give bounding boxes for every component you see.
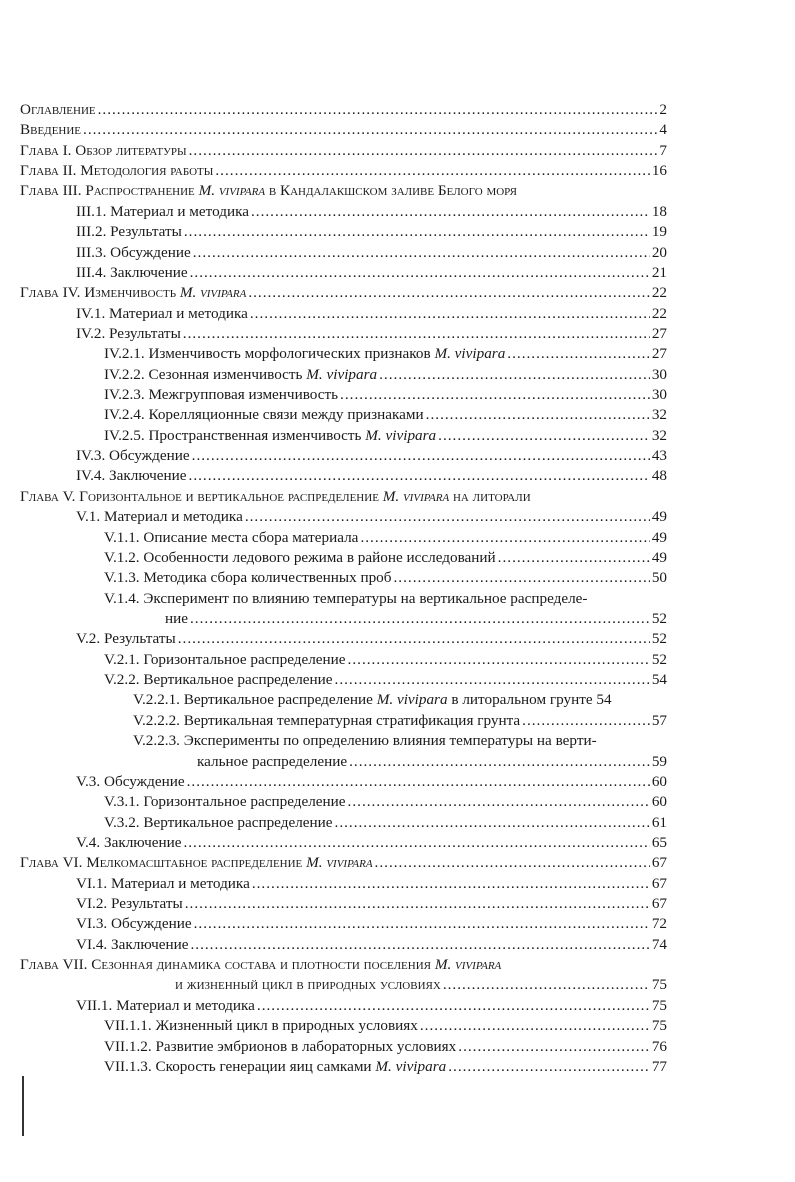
- title-text: VII.1.3. Скорость генерации яиц самками: [104, 1057, 376, 1075]
- title-text: VI.1. Материал и методика: [76, 874, 250, 892]
- dot-leader: [348, 792, 650, 812]
- toc-entry: [104, 344, 667, 364]
- dot-leader: [443, 975, 650, 995]
- page-number: 74: [651, 935, 667, 953]
- toc-entry: [104, 1016, 667, 1036]
- title-text: VII.1.1. Жизненный цикл в природных условиях: [104, 1017, 418, 1035]
- title-text: Глава VII. Сезонная динамика состава и плотности поселения: [20, 956, 435, 974]
- page-number: 52: [651, 630, 667, 648]
- title-text: V.1. Материал и методика: [76, 508, 243, 526]
- page-number: 49: [651, 528, 667, 546]
- toc-entry: [104, 365, 667, 385]
- dot-leader: [448, 1057, 650, 1077]
- toc-entry-title: [76, 446, 190, 466]
- toc-entry: [175, 975, 667, 995]
- species-name: M. vivipara: [365, 426, 437, 444]
- page-number: 49: [651, 548, 667, 566]
- toc-entry-title: [104, 365, 377, 385]
- toc-entry: [76, 833, 667, 853]
- toc-entry: [76, 243, 667, 263]
- title-text: V.2.2.2. Вертикальная температурная стратификация грунта: [133, 711, 521, 729]
- toc-entry: [104, 1057, 667, 1077]
- page-number: 75: [651, 976, 667, 994]
- toc-entry-title: [20, 120, 81, 140]
- title-text: V.2.2. Вертикальное распределение: [104, 671, 333, 689]
- toc-entry-title: [20, 283, 246, 303]
- title-text: Глава III. Распространение: [20, 182, 199, 200]
- page-number: 16: [651, 162, 667, 180]
- page-number: 4: [659, 121, 667, 139]
- title-text: Глава V. Горизонтальное и вертикальное распределение: [20, 487, 383, 505]
- dot-leader: [348, 650, 650, 670]
- dot-leader: [190, 263, 650, 283]
- title-text: IV.2.1. Изменчивость морфологических признаков: [104, 345, 435, 363]
- page-number: 21: [651, 263, 667, 281]
- page-number: 57: [651, 711, 667, 729]
- title-text: Глава VI. Мелкомасштабное распределение: [20, 854, 307, 872]
- dot-leader: [379, 365, 650, 385]
- title-text: V.3. Обсуждение: [76, 772, 185, 790]
- toc-entry-title: [104, 385, 338, 405]
- species-name: M. vivipara: [306, 365, 378, 383]
- dot-leader: [375, 853, 650, 873]
- toc-entry-title: [175, 975, 441, 995]
- page-number: 61: [651, 813, 667, 831]
- dot-leader: [185, 894, 650, 914]
- toc-entry-title: [104, 1057, 446, 1077]
- title-text: V.1.1. Описание места сбора материала: [104, 528, 359, 546]
- toc-entry: [104, 1037, 667, 1057]
- title-text: V.1.2. Особенности ледового режима в районе исследований: [104, 548, 496, 566]
- species-name: M. vivipara: [382, 487, 450, 505]
- dot-leader: [349, 752, 650, 772]
- title-text: VI.4. Заключение: [76, 935, 189, 953]
- toc-entry: [20, 181, 667, 201]
- dot-leader: [245, 507, 650, 527]
- title-text: VI.2. Результаты: [76, 895, 183, 913]
- dot-leader: [178, 629, 650, 649]
- toc-entry: [20, 141, 667, 161]
- toc-entry-title: [104, 426, 436, 446]
- dot-leader: [507, 344, 650, 364]
- toc-entry-title: [76, 466, 187, 486]
- title-text: III.3. Обсуждение: [76, 243, 191, 261]
- toc-entry: [197, 752, 667, 772]
- toc-entry-title: [133, 690, 612, 710]
- toc-entry: [133, 690, 667, 710]
- toc-entry-title: [20, 100, 96, 120]
- toc-entry-title: [76, 243, 191, 263]
- scan-artifact-line: [22, 1076, 24, 1136]
- toc-entry: [104, 589, 667, 609]
- title-text: V.3.1. Горизонтальное распределение: [104, 793, 346, 811]
- title-text: III.4. Заключение: [76, 263, 188, 281]
- title-text: IV.2. Результаты: [76, 324, 181, 342]
- toc-entry-title: [76, 772, 185, 792]
- dot-leader: [183, 833, 649, 853]
- dot-leader: [340, 385, 650, 405]
- toc-entry-title: [104, 405, 424, 425]
- toc-entry-title: [76, 874, 250, 894]
- page-number: 67: [651, 895, 667, 913]
- toc-entry-title: [104, 792, 346, 812]
- dot-leader: [498, 548, 650, 568]
- page-number: 75: [651, 1017, 667, 1035]
- toc-entry: [76, 324, 667, 344]
- title-text: IV.2.4. Корелляционные связи между признаками: [104, 406, 424, 424]
- title-text: III.1. Материал и методика: [76, 202, 249, 220]
- dot-leader: [250, 304, 650, 324]
- dot-leader: [248, 283, 650, 303]
- title-text: V.2. Результаты: [76, 630, 176, 648]
- toc-entry: [20, 283, 667, 303]
- page-number: 77: [651, 1057, 667, 1075]
- species-name: M. vivipara: [306, 854, 373, 872]
- dot-leader: [257, 996, 650, 1016]
- dot-leader: [192, 446, 650, 466]
- page-number: 76: [651, 1037, 667, 1055]
- toc-entry-title: [20, 487, 531, 507]
- toc-entry-title: [76, 202, 249, 222]
- dot-leader: [189, 466, 650, 486]
- toc-entry: [76, 263, 667, 283]
- page-number: 67: [651, 854, 667, 872]
- toc-entry-title: [104, 548, 496, 568]
- page-number: 60: [651, 793, 667, 811]
- toc-entry: [104, 528, 667, 548]
- title-text: на литорали: [449, 487, 531, 505]
- title-text: в литоральном грунте 54: [447, 691, 612, 709]
- page-number: 75: [651, 996, 667, 1014]
- species-name: M. vivipara: [198, 182, 266, 200]
- dot-leader: [420, 1016, 650, 1036]
- page-number: 32: [651, 426, 667, 444]
- dot-leader: [522, 711, 650, 731]
- toc-entry: [76, 466, 667, 486]
- page-number: 48: [651, 467, 667, 485]
- toc-entry: [104, 385, 667, 405]
- page-number: 7: [659, 141, 667, 159]
- page-number: 50: [651, 569, 667, 587]
- page-number: 30: [651, 365, 667, 383]
- toc-entry: [76, 996, 667, 1016]
- toc-entry: [104, 548, 667, 568]
- toc-entry-title: [104, 1016, 418, 1036]
- toc-entry: [104, 813, 667, 833]
- page-number: 27: [651, 345, 667, 363]
- page-number: 20: [651, 243, 667, 261]
- dot-leader: [215, 161, 649, 181]
- toc-entry-title: [104, 813, 333, 833]
- toc-entry: [20, 120, 667, 140]
- page-number: 52: [651, 610, 667, 627]
- toc-entry: [20, 100, 667, 120]
- toc-entry-title: [76, 324, 181, 344]
- title-text: V.3.2. Вертикальное распределение: [104, 813, 333, 831]
- title-text: IV.2.5. Пространственная изменчивость: [104, 426, 366, 444]
- dot-leader: [98, 100, 658, 120]
- species-name: M. vivipara: [434, 956, 502, 974]
- toc-entry-title: [76, 935, 188, 955]
- title-text: кальное распределение: [197, 752, 348, 770]
- dot-leader: [252, 874, 650, 894]
- page-number: 18: [651, 202, 667, 220]
- title-text: Глава I. Обзор литературы: [20, 141, 187, 159]
- page-number: 49: [651, 508, 667, 526]
- toc-entry: [76, 914, 667, 934]
- dot-leader: [83, 120, 657, 140]
- dot-leader: [335, 813, 650, 833]
- toc-entry-title: [20, 181, 517, 201]
- title-text: IV.2.2. Сезонная изменчивость: [104, 365, 307, 383]
- page-number: 19: [651, 223, 667, 241]
- dot-leader: [184, 222, 650, 242]
- dot-leader: [183, 324, 650, 344]
- title-text: V.2.2.1. Вертикальное распределение: [133, 691, 377, 709]
- title-text: VI.3. Обсуждение: [76, 915, 192, 933]
- toc-entry-title: [76, 507, 243, 527]
- title-text: V.1.3. Методика сбора количественных проб: [104, 569, 392, 587]
- toc-entry: [104, 426, 667, 446]
- dot-leader: [426, 405, 650, 425]
- toc-entry: [20, 161, 667, 181]
- title-text: IV.4. Заключение: [76, 467, 187, 485]
- page-number: 52: [651, 650, 667, 668]
- page-number: 30: [651, 386, 667, 404]
- toc-entry: [20, 955, 667, 975]
- dot-leader: [187, 772, 650, 792]
- dot-leader: [194, 914, 650, 934]
- toc-entry: [76, 304, 667, 324]
- toc-entry-title: [104, 1037, 456, 1057]
- toc-entry: [133, 711, 667, 731]
- dot-leader: [190, 609, 650, 629]
- toc-entry: [104, 405, 667, 425]
- toc-entry: [165, 609, 667, 629]
- dot-leader: [251, 202, 650, 222]
- toc-entry-title: [104, 344, 505, 364]
- toc-entry: [133, 731, 667, 751]
- toc-entry: [20, 487, 667, 507]
- page-number: 22: [651, 304, 667, 322]
- dot-leader: [335, 670, 650, 690]
- dot-leader: [394, 568, 650, 588]
- toc-entry-title: [76, 833, 181, 853]
- dot-leader: [438, 426, 650, 446]
- page-number: 65: [651, 833, 667, 851]
- page-number: 72: [651, 915, 667, 933]
- toc-entry-title: [20, 161, 213, 181]
- dot-leader: [193, 243, 650, 263]
- dot-leader: [360, 528, 649, 548]
- toc-entry-title: [76, 996, 255, 1016]
- toc-entry: [104, 670, 667, 690]
- toc-entry-title: [20, 141, 187, 161]
- page-number: 59: [651, 752, 667, 770]
- title-text: IV.1. Материал и методика: [76, 304, 248, 322]
- dot-leader: [458, 1037, 650, 1057]
- title-text: VII.1. Материал и методика: [76, 996, 255, 1014]
- species-name: M. vivipara: [179, 284, 247, 302]
- title-text: ние: [165, 610, 188, 627]
- toc-entry-title: [104, 568, 392, 588]
- page-number: 27: [651, 324, 667, 342]
- toc-entry-title: [76, 263, 188, 283]
- toc-entry: [104, 792, 667, 812]
- toc-entry-title: [165, 609, 188, 629]
- title-text: V.4. Заключение: [76, 833, 182, 851]
- toc-entry: [76, 507, 667, 527]
- species-name: M. vivipara: [434, 345, 506, 363]
- toc-entry-title: [133, 711, 520, 731]
- page-number: 54: [651, 671, 667, 689]
- title-text: и жизненный цикл в природных условиях: [175, 976, 441, 994]
- title-text: V.2.1. Горизонтальное распределение: [104, 650, 346, 668]
- title-text: IV.3. Обсуждение: [76, 447, 190, 465]
- toc-entry: [104, 568, 667, 588]
- title-text: IV.2.3. Межгрупповая изменчивость: [104, 386, 339, 404]
- toc-entry-title: [104, 528, 358, 548]
- title-text: Оглавление: [20, 101, 96, 118]
- toc-entry-title: [133, 731, 597, 751]
- title-text: VII.1.2. Развитие эмбрионов в лабораторных условиях: [104, 1037, 457, 1055]
- toc-entry: [76, 202, 667, 222]
- toc-entry-title: [104, 650, 346, 670]
- toc-entry-title: [76, 304, 248, 324]
- toc-entry-title: [104, 670, 333, 690]
- toc-entry-title: [76, 629, 176, 649]
- title-text: III.2. Результаты: [76, 223, 182, 241]
- toc-entry: [76, 894, 667, 914]
- title-text: V.1.4. Эксперимент по влиянию температуры на вертикальное распределе-: [104, 589, 588, 607]
- toc-entry: [76, 629, 667, 649]
- toc-entry-title: [197, 752, 347, 772]
- title-text: в Кандалакшском заливе Белого моря: [265, 182, 517, 200]
- toc-entry: [20, 853, 667, 873]
- toc-entry-title: [104, 589, 587, 609]
- toc-entry: [76, 874, 667, 894]
- dot-leader: [189, 141, 658, 161]
- title-text: Глава II. Методология работы: [20, 162, 214, 180]
- title-text: Введение: [20, 121, 82, 139]
- toc-entry-title: [76, 222, 182, 242]
- toc-entry: [76, 772, 667, 792]
- toc-entry-title: [76, 894, 183, 914]
- page-number: 2: [659, 101, 667, 118]
- title-text: Глава IV. Изменчивость: [20, 284, 180, 302]
- toc-entry-title: [20, 853, 373, 873]
- dot-leader: [190, 935, 649, 955]
- page-number: 32: [651, 406, 667, 424]
- toc-entry-title: [20, 955, 501, 975]
- toc-entry: [104, 650, 667, 670]
- page-number: 60: [651, 772, 667, 790]
- page-number: 22: [651, 284, 667, 302]
- page-number: 67: [651, 874, 667, 892]
- toc-entry-title: [76, 914, 192, 934]
- toc-entry: [76, 935, 667, 955]
- toc-entry: [76, 222, 667, 242]
- page-number: 43: [651, 447, 667, 465]
- toc-entry: [76, 446, 667, 466]
- title-text: V.2.2.3. Эксперименты по определению влияния температуры на верти-: [133, 732, 597, 750]
- species-name: M. vivipara: [375, 1057, 447, 1075]
- species-name: M. vivipara: [376, 691, 448, 709]
